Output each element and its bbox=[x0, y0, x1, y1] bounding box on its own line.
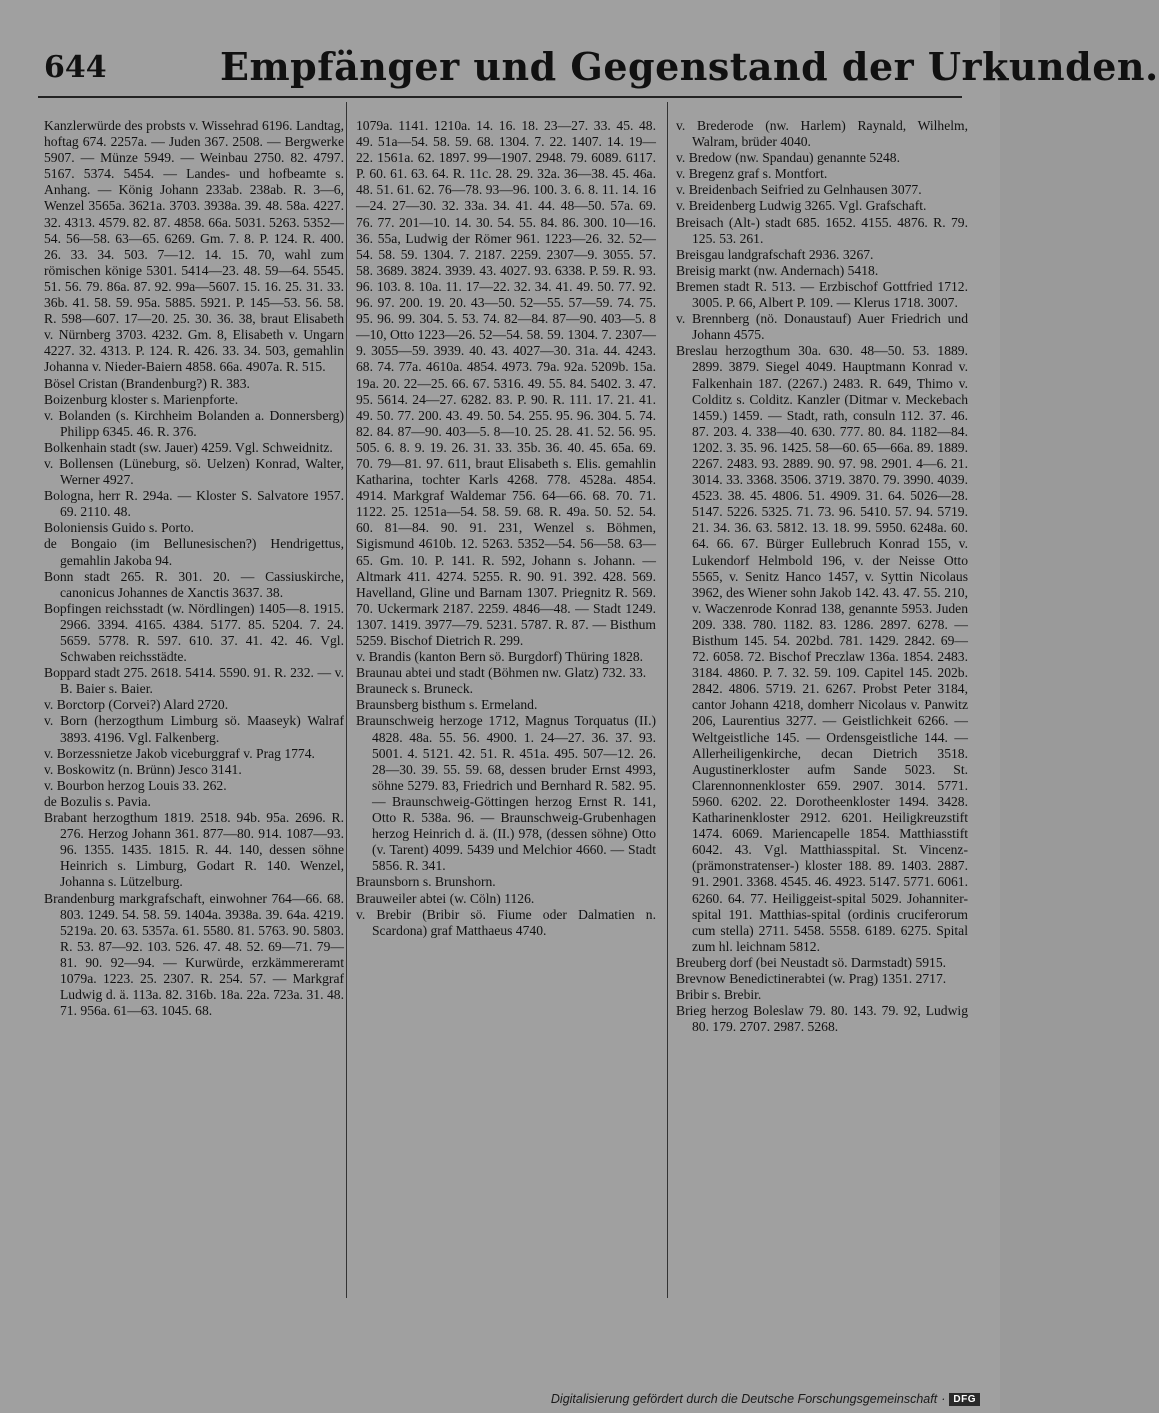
index-entry: Bremen stadt R. 513. — Erzbischof Gottfried 1712. 3005. P. 66, Albert P. 109. — Klerus 1718. 3007. bbox=[676, 278, 968, 311]
index-entry: Brabant herzogthum 1819. 2518. 94b. 95a. 2696. R. 276. Herzog Johann 361. 877—80. 914. 1087—93. 96. 1355. 1435. 1815. R. 44. 140, dessen söhne Heinrich s. Limburg, Godart R. 140. Wenzel, Johanna s. Lützelburg. bbox=[44, 810, 344, 890]
index-entry: Braunschweig herzoge 1712, Magnus Torquatus (II.) 4828. 48a. 55. 56. 4900. 1. 24—27. 36. 37. 93. 5001. 4. 5121. 42. 51. R. 451a. 495. 507—12. 26. 28—30. 39. 55. 59. 68, dessen bruder Ernst 4993, söhne 5279. 83, Friedrich und Bernhard R. 582. 95. — Braunschweig-Göttingen herzog Ernst R. 141, Otto R. 538a. 96. — Braunschweig-Grubenhagen herzog Heinrich d. ä. (II.) 978, (dessen söhne) Otto (v. Tarent) 4099. 5439 und Melchior 4660. — Stadt 5856. R. 341. bbox=[356, 713, 656, 874]
index-entry: Breslau herzogthum 30a. 630. 48—50. 53. 1889. 2899. 3879. Siegel 4049. Hauptmann Konrad v. Falkenhain 187. (2267.) 2483. R. 649, Thimo v. Colditz s. Colditz. Kanzler (Ditmar v. Meckebach 1459.) 1459. — Stadt, rath, consuln 112. 37. 46. 87. 203. 4. 338—40. 630. 777. 80. 84. 1182—84. 1202. 3. 35. 96. 1425. 58—60. 65—66a. 89. 1889. 2267. 2483. 93. 2889. 90. 97. 98. 2901. 4—6. 21. 3014. 33. 3368. 3506. 3719. 3870. 79. 3990. 4039. 4523. 38. 45. 4806. 51. 4909. 31. 64. 5026—28. 5147. 5226. 5325. 71. 73. 96. 5410. 57. 94. 5719. 21. 34. 36. 63. 5812. 13. 18. 99. 5950. 6248a. 60. 64. 66. 67. Bürger Eullebruch Konrad 155, v. Lukendorf Helmbold 196, v. der Neisse Otto 5565, v. Senitz Hanco 1457, v. Syttin Nicolaus 3962, des Wiener sohn Jakob 142. 43. 47. 55. 210, v. Waczenrode Konrad 138, genannte 5953. Juden 209. 338. 780. 1182. 83. 1286. 2897. 6278. — Bisthum 145. 54. 202bd. 781. 1429. 2842. 69—72. 6058. 72. Bischof Preczlaw 136a. 1854. 2483. 3184. 4860. P. 7. 32. 59. 109. Capitel 145. 202b. 2842. 4806. 5719. 21. 6267. Probst Peter 3184, cantor Johann 4218, domherr Nicolaus v. Panwitz 206, Laurentius 3277. — Geistlichkeit 6266. — Weltgeistliche 145. — Ordensgeistliche 144. — Allerheiligenkirche, decan Dietrich 3518. Augustinerkloster aufm Sande 5023. St. Clarennonnenkloster 659. 2907. 3014. 5771. 5960. 6202. 22. Dorotheenkloster 1494. 3428. Katharinenkloster 2912. 6201. Heiligkreuzstift 1474. 6069. Mariencapelle 1854. Matthiasstift 6042. 43. Vgl. Matthiasspital. St. Vincenz- (prämonstratenser-) kloster 188. 89. 1403. 2887. 91. 2901. 3368. 4545. 46. 4923. 5147. 5771. 6061. 6260. 64. 77. Heiliggeist-spital 5029. Johanniter-spital 191. Matthias-spital (ordinis cruciferorum cum stella) 2711. 5458. 5558. 6189. 6275. Spital zum hl. leichnam 5812. bbox=[676, 343, 968, 954]
index-entry: Boloniensis Guido s. Porto. bbox=[44, 520, 194, 536]
column-3 bbox=[676, 118, 968, 1035]
index-entry: Brandenburg markgrafschaft, einwohner 764—66. 68. 803. 1249. 54. 58. 59. 1404a. 3938a. 39. 64a. 4219. 5219a. 20. 63. 5357a. 61. 5580. 81. 5763. 90. 5803. R. 53. 87—92. 103. 526. 47. 48. 52. 69—71. 79—81. 90. 92—94. — Kurwürde, erzkämmereramt 1079a. 1223. 25. 2307. R. 254. 57. — Markgraf Ludwig d. ä. 113a. 82. 316b. 18a. 22a. 723a. 31. 48. 71. 956a. 61—63. 1045. 68. bbox=[44, 890, 344, 1019]
index-entry: v. Borzessnietze Jakob viceburggraf v. Prag 1774. bbox=[44, 745, 315, 761]
index-entry: Breisig markt (nw. Andernach) 5418. bbox=[676, 262, 879, 278]
index-entry: v. Bourbon herzog Louis 33. 262. bbox=[44, 777, 227, 793]
index-entry: v. Brandis (kanton Bern sö. Burgdorf) Thüring 1828. bbox=[356, 649, 644, 665]
index-entry: de Bozulis s. Pavia. bbox=[44, 793, 151, 809]
index-entry: de Bongaio (im Bellunesischen?) Hendrigettus, gemahlin Jakoba 94. bbox=[44, 536, 344, 568]
index-entry: v. Bredow (nw. Spandau) genannte 5248. bbox=[676, 150, 900, 166]
page-header bbox=[30, 40, 1159, 96]
column-divider-2 bbox=[667, 102, 668, 1298]
index-entry: Bologna, herr R. 294a. — Kloster S. Salvatore 1957. 69. 2110. 48. bbox=[44, 488, 344, 520]
index-entry: Brieg herzog Boleslaw 79. 80. 143. 79. 92, Ludwig 80. 179. 2707. 2987. 5268. bbox=[676, 1003, 968, 1035]
dfg-logo: DFG bbox=[949, 1393, 980, 1406]
index-entry: v. Bollensen (Lüneburg, sö. Uelzen) Konrad, Walter, Werner 4927. bbox=[44, 455, 344, 488]
index-entry: v. Brebir (Bribir sö. Fiume oder Dalmatien n. Scardona) graf Matthaeus 4740. bbox=[356, 906, 656, 938]
index-entry: Boizenburg kloster s. Marienpforte. bbox=[44, 391, 239, 407]
index-entry: Bribir s. Brebir. bbox=[676, 987, 762, 1003]
footer: Digitalisierung gefördert durch die Deutsche Forschungsgemeinschaft · DFG bbox=[551, 1392, 980, 1406]
index-entry: Breuberg dorf (bei Neustadt sö. Darmstadt) 5915. bbox=[676, 954, 947, 970]
index-entry: v. Boskowitz (n. Brünn) Jesco 3141. bbox=[44, 761, 242, 777]
index-entry: Bonn stadt 265. R. 301. 20. — Cassiuskirche, canonicus Johannes de Xanctis 3637. 38. bbox=[44, 568, 344, 600]
page-title: Empfänger und Gegenstand der Urkunden. bbox=[220, 44, 1159, 89]
index-entry: v. Bregenz graf s. Montfort. bbox=[676, 166, 828, 182]
column-divider-1 bbox=[346, 102, 347, 1298]
page-number: 644 bbox=[44, 50, 107, 85]
index-entry: v. Bolanden (s. Kirchheim Bolanden a. Donnersberg) Philipp 6345. 46. R. 376. bbox=[44, 407, 344, 439]
index-entry: Braunau abtei und stadt (Böhmen nw. Glatz) 732. 33. bbox=[356, 665, 647, 681]
header-rule bbox=[38, 96, 962, 98]
index-entry: Bopfingen reichsstadt (w. Nördlingen) 1405—8. 1915. 2966. 3394. 4165. 4384. 5177. 85. 5204. 7. 24. 5659. 5778. R. 597. 610. 37. 41. 42. 46. Vgl. Schwaben reichsstädte. bbox=[44, 600, 344, 665]
index-entry: Brevnow Benedictinerabtei (w. Prag) 1351. 2717. bbox=[676, 970, 947, 986]
index-entry: v. Brennberg (nö. Donaustauf) Auer Friedrich und Johann 4575. bbox=[676, 311, 968, 343]
index-entry: Braunsberg bisthum s. Ermeland. bbox=[356, 697, 538, 713]
column-2 bbox=[356, 118, 656, 939]
index-entry: Braunsborn s. Brunshorn. bbox=[356, 874, 496, 890]
index-entry: 1079a. 1141. 1210a. 14. 16. 18. 23—27. 33. 45. 48. 49. 51a—54. 58. 59. 68. 1304. 7. 22. 1407. 14. 19—22. 1561a. 62. 1897. 99—1907. 2948. 79. 6089. 6117. P. 60. 61. 63. 64. R. 11c. 28. 29. 32a. 36—38. 45. 46a. 48. 51. 61. 62. 76—78. 93—96. 100. 3. 6. 8. 11. 14. 16—24. 27—30. 32. 33a. 34. 41. 44. 48—50. 57a. 69. 76. 77. 201—10. 14. 30. 54. 55. 84. 86. 300. 10—16. 36. 55a, Ludwig der Römer 961. 1223—26. 32. 52—54. 58. 59. 1304. 7. 2187. 2259. 2307—9. 3055. 57. 58. 3689. 3824. 3939. 43. 4027. 93. 6338. P. 59. R. 93. 96. 103. 8. 10a. 11. 17—22. 32. 34. 41. 49. 50. 77. 92. 96. 97. 200. 19. 20. 43—50. 52—55. 57—59. 74. 75. 95. 96. 99. 304. 5. 53. 74. 82—84. 87—90. 403—5. 8—10, Otto 1223—26. 52—54. 58. 59. 1304. 7. 2307—9. 3055—59. 3939. 40. 43. 4027—30. 31a. 44. 4243. 68. 74. 77a. 4610a. 4854. 4973. 79a. 92a. 5209b. 15a. 19a. 20. 22—25. 66. 67. 5316. 49. 55. 84. 5402. 3. 47. 95. 5614. 24—27. 6282. 83. P. 90. R. 111. 17. 21. 41. 49. 50. 77. 200. 43. 49. 50. 54. 255. 95. 96. 304. 5. 74. 82. 84. 87—90. 403—5. 8—10. 25. 28. 41. 52. 56. 95. 505. 6. 8. 9. 19. 26. 31. 33. 35b. 36. 40. 45. 65a. 69. 70. 79—81. 97. 611, braut Elisabeth s. Elis. gemahlin Katharina, tochter Karls 4268. 778. 4528a. 4854. 4914. Markgraf Waldemar 756. 64—66. 68. 70. 71. 1122. 25. 1251a—54. 58. 59. 68. R. 49a. 50. 52. 54. 60. 81—84. 90. 91. 231, Wenzel s. Böhmen, Sigismund 4610b. 12. 5263. 5352—54. 56—58. 63—65. Gm. 10. P. 141. R. 592, Johann s. Johann. — Altmark 411. 4274. 5255. R. 90. 91. 392. 428. 569. Havelland, Gline und Barnam 1307. Priegnitz R. 569. 70. Uckermark 2187. 2259. 4846—48. — Stadt 1249. 1307. 1419. 3977—79. 5231. 5787. R. 87. — Bisthum 5259. Bischof Dietrich R. 299. bbox=[356, 118, 656, 648]
index-entry: Brauneck s. Bruneck. bbox=[356, 681, 474, 697]
index-entry: Kanzlerwürde des probsts v. Wissehrad 6196. Landtag, hoftag 674. 2257a. — Juden 367. 2508. — Bergwerke 5907. — Münze 5949. — Weinbau 2750. 82. 4797. 5167. 5374. 5454. — Landes- und hofbeamte s. Anhang. — König Johann 233ab. 238ab. R. 3—6, Wenzel 3565a. 3621a. 3703. 3938a. 39. 48. 58a. 4227. 32. 4313. 4579. 82. 87. 4858. 66a. 5031. 5263. 5352—54. 56—58. 63—65. 6269. Gm. 7. 8. P. 124. R. 400. 26. 33. 34. 503. 7—12. 14. 15. 70, wahl zum römischen könige 5301. 5414—23. 48. 59—64. 5545. 51. 56. 79. 86a. 87. 92. 99a—5607. 15. 16. 25. 31. 33. 36b. 41. 58. 59. 95a. 5885. 5921. P. 145—53. 56. 58. R. 598—607. 17—20. 25. 30. 36. 38, braut Elisabeth v. Nürnberg 3703. 4232. Gm. 8, Elisabeth v. Ungarn 4227. 32. 4313. P. 124. R. 426. 33. 34. 503, gemahlin Johanna v. Nieder-Baiern 4858. 66a. 4907a. R. 515. bbox=[44, 118, 344, 375]
index-entry: v. Borctorp (Corvei?) Alard 2720. bbox=[44, 697, 229, 713]
index-entry: Boppard stadt 275. 2618. 5414. 5590. 91. R. 232. — v. B. Baier s. Baier. bbox=[44, 665, 344, 697]
column-1 bbox=[44, 118, 344, 1019]
index-entry: Bolkenhain stadt (sw. Jauer) 4259. Vgl. Schweidnitz. bbox=[44, 439, 333, 455]
index-entry: v. Born (herzogthum Limburg sö. Maaseyk) Walraf 3893. 4196. Vgl. Falkenberg. bbox=[44, 713, 344, 745]
index-entry: Breisach (Alt-) stadt 685. 1652. 4155. 4876. R. 79. 125. 53. 261. bbox=[676, 214, 968, 246]
index-entry: v. Brederode (nw. Harlem) Raynald, Wilhelm, Walram, brüder 4040. bbox=[676, 118, 968, 150]
index-entry: Breisgau landgrafschaft 2936. 3267. bbox=[676, 246, 874, 262]
index-entry: Bösel Cristan (Brandenburg?) R. 383. bbox=[44, 375, 250, 391]
index-entry: v. Breidenbach Seifried zu Gelnhausen 3077. bbox=[676, 182, 922, 198]
index-entry: v. Breidenberg Ludwig 3265. Vgl. Grafschaft. bbox=[676, 198, 927, 214]
index-entry: Brauweiler abtei (w. Cöln) 1126. bbox=[356, 890, 535, 906]
footer-credit: Digitalisierung gefördert durch die Deutsche Forschungsgemeinschaft bbox=[550, 1392, 938, 1406]
